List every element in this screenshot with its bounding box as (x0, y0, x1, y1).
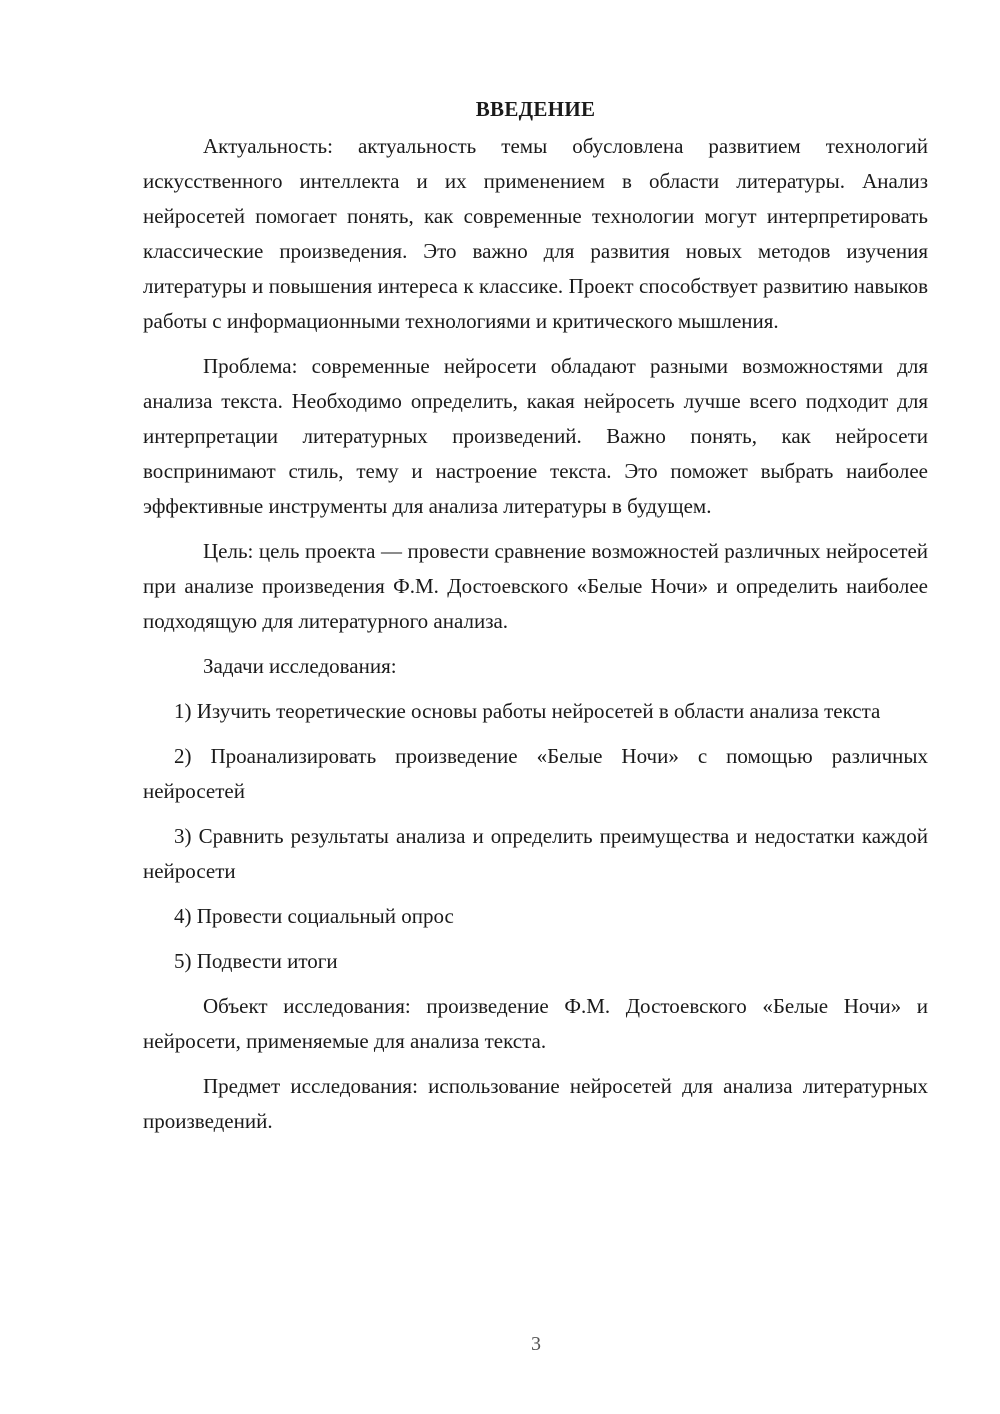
subject-paragraph: Предмет исследования: использование нейросетей для анализа литературных произведений. (143, 1074, 928, 1133)
section-heading: ВВЕДЕНИЕ (475, 97, 596, 121)
task-list (143, 694, 928, 979)
problem-paragraph: Проблема: современные нейросети обладают разными возможностями для анализа текста. Необходимо определить, какая нейросеть лучше всего подходит для интерпретации литературных произведений. Важно понять, как нейросети воспринимают стиль, тему и настроение текста. Это поможет выбрать наиболее эффективные инструменты для анализа литературы в будущем. (143, 354, 928, 518)
object-paragraph: Объект исследования: произведение Ф.М. Достоевского «Белые Ночи» и нейросети, применяемые для анализа текста. (143, 994, 928, 1053)
page-number: 3 (531, 1333, 541, 1355)
task-item-1: 1) Изучить теоретические основы работы нейросетей в области анализа текста (174, 699, 881, 723)
task-item-3: 3) Сравнить результаты анализа и определить преимущества и недостатки каждой нейросети (143, 824, 928, 883)
tasks-title: Задачи исследования: (203, 654, 397, 678)
task-item-4: 4) Провести социальный опрос (174, 904, 454, 928)
relevance-paragraph: Актуальность: актуальность темы обусловлена развитием технологий искусственного интеллекта и их применением в области литературы. Анализ нейросетей помогает понять, как современные технологии могут интерпретировать классические произведения. Это важно для развития новых методов изучения литературы и повышения интереса к классике. Проект способствует развитию навыков работы с информационными технологиями и критического мышления. (143, 134, 928, 333)
task-item-5: 5) Подвести итоги (174, 949, 338, 973)
document-page (143, 92, 928, 1149)
goal-paragraph: Цель: цель проекта — провести сравнение возможностей различных нейросетей при анализе произведения Ф.М. Достоевского «Белые Ночи» и определить наиболее подходящую для литературного анализа. (143, 539, 928, 633)
task-item-2: 2) Проанализировать произведение «Белые Ночи» с помощью различных нейросетей (143, 744, 928, 803)
